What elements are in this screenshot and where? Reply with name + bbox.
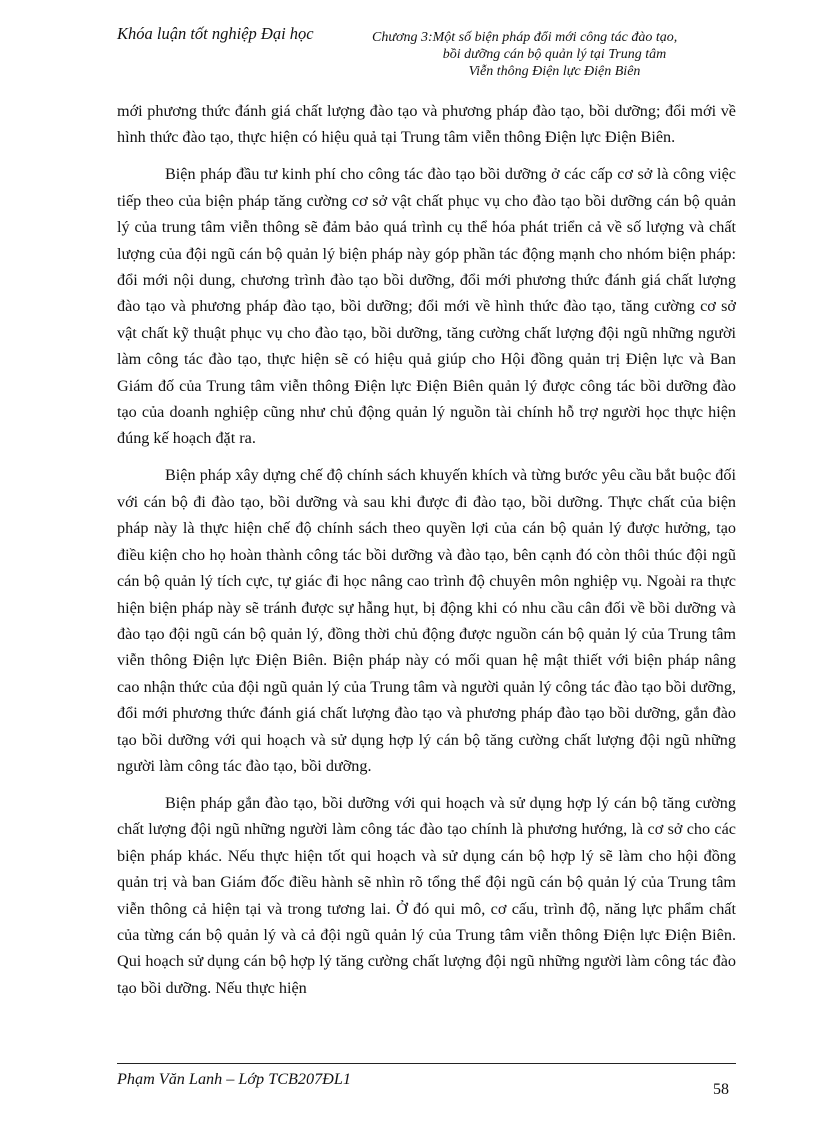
paragraph-policy-measure: Biện pháp xây dựng chế độ chính sách khuyến khích và từng bước yêu cầu bắt buộc đối với cán bộ đi đào tạo, bồi dưỡng và sau khi được đi đào tạo, bồi dưỡng. Thực chất của biện pháp này là thực hiện chế độ chính sách theo quyền lợi của cán bộ quản lý được hưởng, tạo điều kiện cho họ hoàn thành công tác bồi dưỡng và đào tạo, bên cạnh đó còn thôi thúc đội ngũ cán bộ quản lý tích cực, tự giác đi học nâng cao trình độ chuyên môn nghiệp vụ. Ngoài ra thực hiện biện pháp này sẽ tránh được sự hẫng hụt, bị động khi có nhu cầu cân đối về bồi dưỡng và đào tạo đội ngũ cán bộ quản lý, đồng thời chủ động được nguồn cán bộ quản lý của Trung tâm viễn thông Điện lực Điện Biên. Biện pháp này có mối quan hệ mật thiết với biện pháp nâng cao nhận thức của đội ngũ quản lý của Trung tâm và người quản lý công tác đào tạo bồi dưỡng, đổi mới phương thức đánh giá chất lượng đào tạo và phương pháp đào tạo bồi dưỡng, gắn đào tạo bồi dưỡng với qui hoạch và sử dụng hợp lý cán bộ tăng cường chất lượng đội ngũ những người làm công tác đào tạo, bồi dưỡng. [117, 466, 736, 775]
header-chapter-line-2: bồi dưỡng cán bộ quản lý tại Trung tâm [442, 47, 667, 62]
header-chapter-line-1: Chương 3:Một số biện pháp đổi mới công tác đào tạo, [372, 30, 678, 45]
footer-divider [117, 1063, 736, 1064]
header-thesis-title: Khóa luận tốt nghiệp Đại học [117, 24, 314, 43]
page-number: 58 [713, 1081, 729, 1098]
footer-author: Phạm Văn Lanh – Lớp TCB207ĐL1 [117, 1070, 351, 1088]
body-text [117, 98, 736, 1012]
paragraph-funding-measure: Biện pháp đầu tư kinh phí cho công tác đào tạo bồi dưỡng ở các cấp cơ sở là công việc tiếp theo của biện pháp tăng cường cơ sở vật chất phục vụ cho đào tạo bồi dưỡng cán bộ quản lý của trung tâm viễn thông sẽ đảm bảo quá trình cụ thể hóa phát triển cả về số lượng và chất lượng của đội ngũ cán bộ quản lý biện pháp này góp phần tác động mạnh cho nhóm biện pháp: đổi mới nội dung, chương trình đào tạo bồi dưỡng, đổi mới phương thức đánh giá chất lượng đào tạo và phương pháp đào tạo, bồi dưỡng; đổi mới về hình thức đào tạo, tăng cường cơ sở vật chất kỹ thuật phục vụ cho đào tạo, bồi dưỡng, tăng cường chất lượng đội ngũ những người làm công tác đào tạo, thực hiện sẽ có hiệu quả giúp cho Hội đồng quản trị Điện lực và Ban Giám đố của Trung tâm viễn thông Điện lực Điện Biên quản lý được công tác bồi dưỡng đào tạo của doanh nghiệp cũng như chủ động quản lý nguồn tài chính hỗ trợ người học thực hiện đúng kế hoạch đặt ra. [117, 165, 736, 448]
paragraph-continuation: mới phương thức đánh giá chất lượng đào tạo và phương pháp đào tạo, bồi dưỡng; đổi mới về hình thức đào tạo, thực hiện có hiệu quả tại Trung tâm viễn thông Điện lực Điện Biên. [117, 102, 736, 147]
header-chapter-line-3: Viễn thông Điện lực Điện Biên [468, 64, 641, 79]
header-chapter-title [362, 29, 747, 80]
paragraph-planning-measure: Biện pháp gắn đào tạo, bồi dưỡng với qui hoạch và sử dụng hợp lý cán bộ tăng cường chất lượng đội ngũ những người làm công tác đào tạo chính là phương hướng, là cơ sở cho các biện pháp khác. Nếu thực hiện tốt qui hoạch và sử dụng cán bộ hợp lý sẽ làm cho hội đồng quản trị và ban Giám đốc điều hành sẽ nhìn rõ tổng thể đội ngũ cán bộ quản lý của Trung tâm viễn thông cả hiện tại và trong tương lai. Ở đó qui mô, cơ cấu, trình độ, năng lực phẩm chất của từng cán bộ quản lý và cả đội ngũ quản lý của Trung tâm viễn thông Điện lực Điện Biên. Qui hoạch sử dụng cán bộ hợp lý tăng cường chất lượng đội ngũ những người làm công tác đào tạo bồi dưỡng. Nếu thực hiện [117, 793, 736, 997]
